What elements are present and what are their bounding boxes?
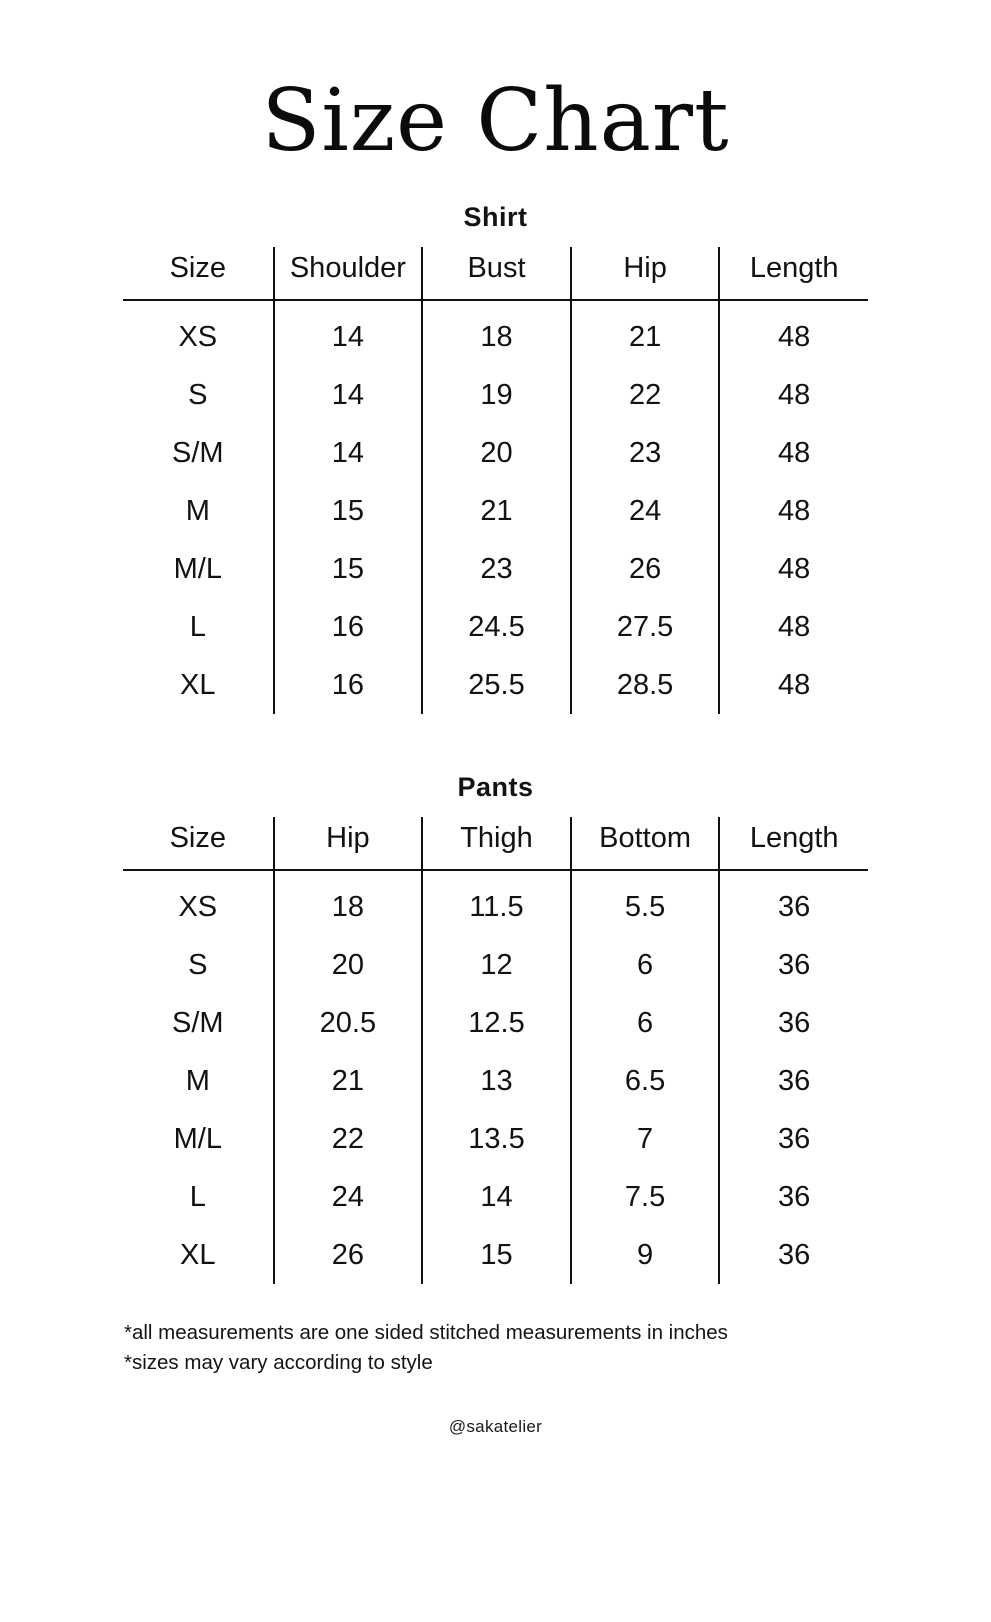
cell-thigh: 12.5 [422, 994, 571, 1052]
cell-length: 48 [719, 540, 868, 598]
column-header: Hip [274, 817, 423, 870]
cell-bust: 19 [422, 366, 571, 424]
cell-size: XL [180, 1238, 216, 1271]
cell-size: L [189, 1180, 206, 1213]
cell-bust: 18 [422, 300, 571, 366]
cell-length: 48 [719, 366, 868, 424]
cell-shoulder: 14 [274, 300, 423, 366]
pants-size-table [123, 817, 868, 1284]
note-line: *all measurements are one sided stitched measurements in inches [124, 1321, 728, 1344]
cell-bottom: 6.5 [571, 1052, 720, 1110]
table-row [123, 994, 868, 1052]
cell-hip: 18 [274, 870, 423, 936]
table-header-row [123, 247, 868, 300]
cell-length: 36 [719, 1226, 868, 1284]
table-row [123, 540, 868, 598]
cell-hip: 24 [571, 482, 720, 540]
cell-size: L [189, 610, 206, 643]
cell-hip: 21 [274, 1052, 423, 1110]
table-row [123, 656, 868, 714]
cell-hip: 20.5 [274, 994, 423, 1052]
cell-size: M/L [173, 552, 222, 585]
column-header: Thigh [422, 817, 571, 870]
cell-size: M [185, 1064, 210, 1097]
column-header: Size [169, 252, 226, 284]
cell-size: XL [180, 668, 216, 701]
table-row [123, 424, 868, 482]
cell-shoulder: 16 [274, 656, 423, 714]
cell-thigh: 14 [422, 1168, 571, 1226]
cell-hip: 27.5 [571, 598, 720, 656]
cell-shoulder: 14 [274, 424, 423, 482]
table-header-row [123, 817, 868, 870]
cell-length: 36 [719, 1168, 868, 1226]
column-header: Bust [422, 247, 571, 300]
table-row [123, 598, 868, 656]
column-header: Size [169, 822, 226, 854]
cell-thigh: 11.5 [422, 870, 571, 936]
cell-length: 36 [719, 1052, 868, 1110]
cell-thigh: 13 [422, 1052, 571, 1110]
cell-bottom: 6 [571, 936, 720, 994]
cell-bottom: 7 [571, 1110, 720, 1168]
cell-bottom: 6 [571, 994, 720, 1052]
cell-hip: 22 [571, 366, 720, 424]
cell-bust: 20 [422, 424, 571, 482]
table-row [123, 1226, 868, 1284]
cell-hip: 28.5 [571, 656, 720, 714]
cell-bust: 25.5 [422, 656, 571, 714]
column-header: Length [719, 247, 868, 300]
pants-section-title: Pants [457, 772, 534, 802]
shirt-size-table [123, 247, 868, 714]
pants-section [0, 772, 991, 1284]
table-row [123, 870, 868, 936]
cell-length: 36 [719, 1110, 868, 1168]
cell-hip: 20 [274, 936, 423, 994]
cell-hip: 26 [274, 1226, 423, 1284]
cell-shoulder: 15 [274, 482, 423, 540]
table-row [123, 1052, 868, 1110]
note-line: *sizes may vary according to style [124, 1350, 433, 1374]
cell-thigh: 15 [422, 1226, 571, 1284]
cell-length: 48 [719, 300, 868, 366]
measurement-notes [122, 1318, 869, 1377]
cell-length: 48 [719, 424, 868, 482]
table-row [123, 1168, 868, 1226]
cell-size: S/M [172, 436, 224, 469]
cell-bust: 21 [422, 482, 571, 540]
cell-size: XS [178, 890, 218, 923]
brand-handle: @sakatelier [448, 1417, 543, 1437]
cell-size: S [188, 378, 208, 411]
cell-length: 48 [719, 482, 868, 540]
cell-length: 36 [719, 936, 868, 994]
shirt-section [0, 202, 991, 714]
cell-length: 48 [719, 598, 868, 656]
table-row [123, 936, 868, 994]
shirt-section-title: Shirt [463, 202, 528, 232]
cell-hip: 26 [571, 540, 720, 598]
cell-size: S/M [172, 1006, 224, 1039]
cell-length: 48 [719, 656, 868, 714]
cell-shoulder: 15 [274, 540, 423, 598]
cell-hip: 22 [274, 1110, 423, 1168]
cell-bottom: 7.5 [571, 1168, 720, 1226]
cell-bust: 23 [422, 540, 571, 598]
column-header: Bottom [571, 817, 720, 870]
cell-bottom: 9 [571, 1226, 720, 1284]
table-row [123, 482, 868, 540]
cell-thigh: 12 [422, 936, 571, 994]
column-header: Length [719, 817, 868, 870]
table-row [123, 1110, 868, 1168]
cell-size: XS [178, 320, 218, 353]
cell-hip: 24 [274, 1168, 423, 1226]
cell-bottom: 5.5 [571, 870, 720, 936]
cell-length: 36 [719, 994, 868, 1052]
cell-size: M [185, 494, 210, 527]
cell-shoulder: 16 [274, 598, 423, 656]
column-header: Hip [571, 247, 720, 300]
page-title: Size Chart [261, 71, 730, 171]
cell-bust: 24.5 [422, 598, 571, 656]
table-row [123, 366, 868, 424]
size-chart-page [0, 71, 991, 1622]
column-header: Shoulder [274, 247, 423, 300]
cell-hip: 23 [571, 424, 720, 482]
cell-length: 36 [719, 870, 868, 936]
cell-size: M/L [173, 1122, 222, 1155]
table-row [123, 300, 868, 366]
cell-shoulder: 14 [274, 366, 423, 424]
cell-thigh: 13.5 [422, 1110, 571, 1168]
cell-hip: 21 [571, 300, 720, 366]
cell-size: S [188, 948, 208, 981]
